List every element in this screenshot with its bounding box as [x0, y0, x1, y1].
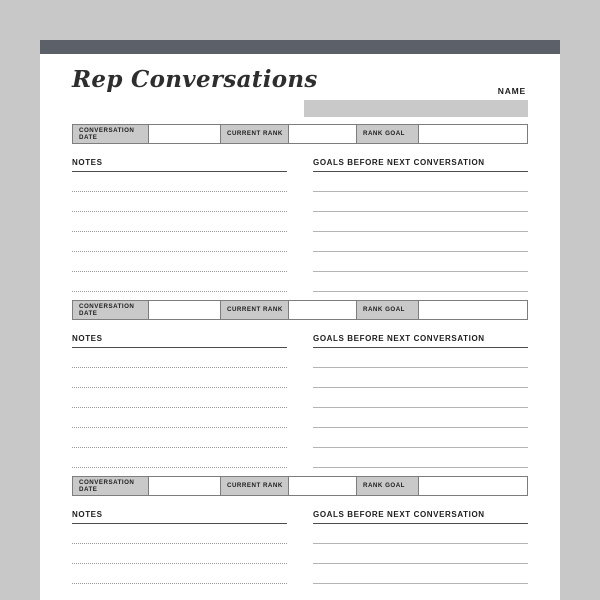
goals-heading: GOALS BEFORE NEXT CONVERSATION — [313, 158, 485, 167]
conversation-section-3 — [72, 476, 528, 584]
rank-goal-label: RANK GOAL — [357, 301, 419, 319]
rank-goal-input[interactable] — [419, 301, 527, 319]
conversation-date-label: CONVERSATION DATE — [73, 477, 149, 495]
rank-goal-label: RANK GOAL — [357, 477, 419, 495]
field-strip — [72, 476, 528, 496]
notes-line[interactable] — [72, 212, 287, 232]
notes-column — [72, 334, 300, 468]
notes-line[interactable] — [72, 564, 287, 584]
notes-goals-columns — [72, 158, 528, 292]
notes-line[interactable] — [72, 172, 287, 192]
notes-line[interactable] — [72, 524, 287, 544]
goals-line[interactable] — [313, 544, 528, 564]
goals-line[interactable] — [313, 212, 528, 232]
goals-line[interactable] — [313, 388, 528, 408]
goals-heading: GOALS BEFORE NEXT CONVERSATION — [313, 510, 485, 519]
field-strip — [72, 300, 528, 320]
goals-line[interactable] — [313, 232, 528, 252]
goals-line[interactable] — [313, 272, 528, 292]
goals-line[interactable] — [313, 368, 528, 388]
goals-line[interactable] — [313, 564, 528, 584]
goals-line[interactable] — [313, 172, 528, 192]
conversation-section-2 — [72, 300, 528, 468]
current-rank-input[interactable] — [289, 125, 357, 143]
conversation-date-input[interactable] — [149, 301, 221, 319]
goals-line[interactable] — [313, 428, 528, 448]
document-page — [40, 40, 560, 600]
notes-line[interactable] — [72, 544, 287, 564]
notes-line[interactable] — [72, 368, 287, 388]
document-sheet — [40, 54, 560, 584]
notes-column — [72, 510, 300, 584]
document-header — [72, 54, 528, 116]
goals-line[interactable] — [313, 252, 528, 272]
conversation-date-input[interactable] — [149, 477, 221, 495]
notes-line[interactable] — [72, 388, 287, 408]
goals-line[interactable] — [313, 448, 528, 468]
page-top-bar — [40, 40, 560, 54]
notes-line[interactable] — [72, 192, 287, 212]
goals-column — [300, 510, 528, 584]
notes-heading: NOTES — [72, 158, 103, 167]
conversation-date-input[interactable] — [149, 125, 221, 143]
notes-line[interactable] — [72, 348, 287, 368]
goals-column — [300, 158, 528, 292]
field-strip — [72, 124, 528, 144]
rank-goal-label: RANK GOAL — [357, 125, 419, 143]
notes-column — [72, 158, 300, 292]
notes-line[interactable] — [72, 428, 287, 448]
current-rank-label: CURRENT RANK — [221, 301, 289, 319]
current-rank-input[interactable] — [289, 301, 357, 319]
rank-goal-input[interactable] — [419, 477, 527, 495]
goals-line[interactable] — [313, 192, 528, 212]
current-rank-label: CURRENT RANK — [221, 125, 289, 143]
notes-line[interactable] — [72, 272, 287, 292]
current-rank-label: CURRENT RANK — [221, 477, 289, 495]
notes-line[interactable] — [72, 252, 287, 272]
notes-goals-columns — [72, 510, 528, 584]
name-label: NAME — [497, 86, 526, 96]
notes-heading: NOTES — [72, 510, 103, 519]
name-input[interactable] — [304, 100, 528, 117]
current-rank-input[interactable] — [289, 477, 357, 495]
conversation-section-1 — [72, 124, 528, 292]
rank-goal-input[interactable] — [419, 125, 527, 143]
goals-line[interactable] — [313, 348, 528, 368]
goals-line[interactable] — [313, 408, 528, 428]
conversation-date-label: CONVERSATION DATE — [73, 301, 149, 319]
page-title: Rep Conversations — [72, 66, 318, 93]
goals-line[interactable] — [313, 524, 528, 544]
notes-line[interactable] — [72, 232, 287, 252]
goals-column — [300, 334, 528, 468]
goals-heading: GOALS BEFORE NEXT CONVERSATION — [313, 334, 485, 343]
notes-heading: NOTES — [72, 334, 103, 343]
notes-line[interactable] — [72, 448, 287, 468]
notes-goals-columns — [72, 334, 528, 468]
notes-line[interactable] — [72, 408, 287, 428]
conversation-date-label: CONVERSATION DATE — [73, 125, 149, 143]
